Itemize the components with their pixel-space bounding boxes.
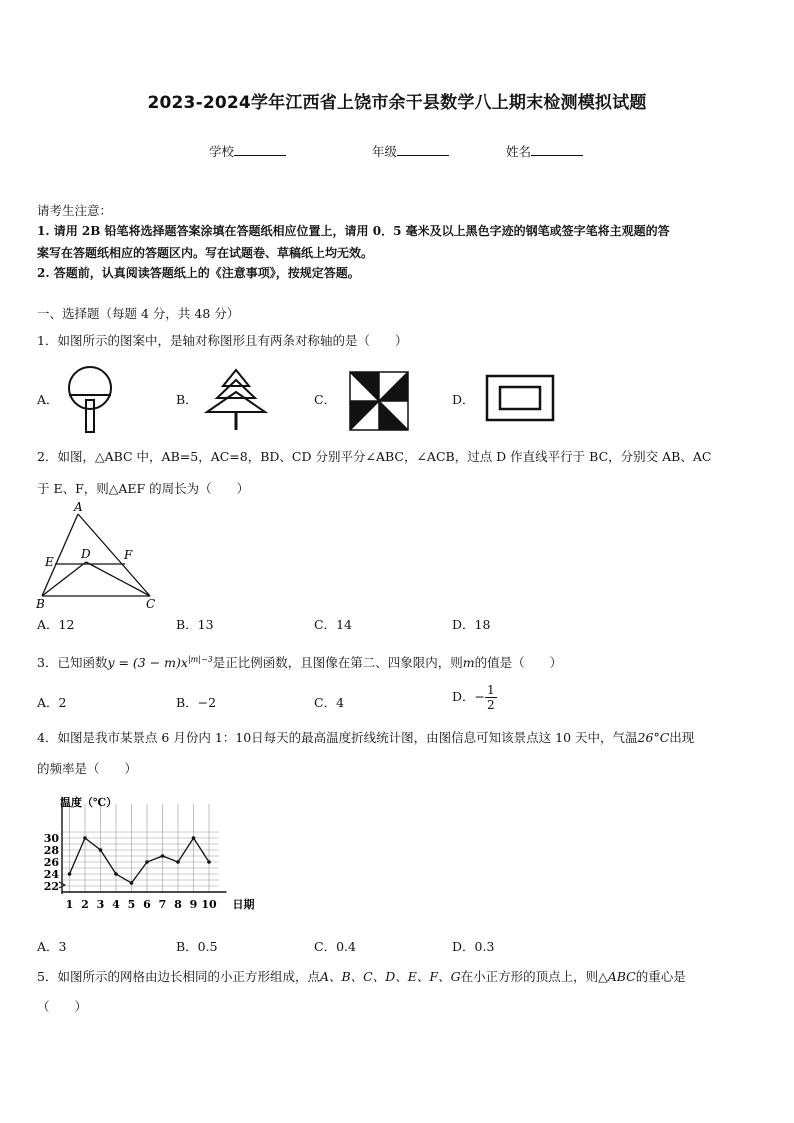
x-tick-label-1: 1 bbox=[65, 898, 74, 911]
data-point-day-10 bbox=[207, 860, 211, 864]
school-blank[interactable] bbox=[234, 143, 286, 156]
q3-stem-suffix: 是正比例函数，且图像在第二、四象限内，则 bbox=[212, 655, 463, 671]
q1-option-d-label: D． bbox=[452, 392, 475, 407]
grade-label: 年级 bbox=[372, 144, 398, 159]
data-point-day-2 bbox=[83, 836, 87, 840]
y-tick-label-28: 28 bbox=[43, 844, 59, 857]
q3-stem-prefix: 3．已知函数 bbox=[37, 655, 108, 671]
q2-triangle-figure bbox=[36, 500, 160, 610]
label-c: C bbox=[146, 597, 156, 610]
q3-option-c: C．4 bbox=[314, 695, 345, 710]
q5-stem-line1 bbox=[37, 968, 686, 986]
school-field[interactable] bbox=[209, 142, 286, 160]
q5-stem-c: 的重心是 bbox=[635, 969, 686, 984]
q5-stem-b: 在小正方形的顶点上，则△ bbox=[460, 969, 608, 984]
notice-item1-line1: 1. 请用 2B 铅笔将选择题答案涂填在答题纸相应位置上，请用 0．5 毫米及以上黑色字迹的钢笔或签字笔将主观题的答 bbox=[37, 224, 670, 238]
label-f: F bbox=[124, 548, 133, 562]
q1-figure-c-icon bbox=[347, 369, 411, 433]
q3-option-a: A．2 bbox=[37, 695, 67, 710]
page-title: 2023-2024学年江西省上饶市余干县数学八上期末检测模拟试题 bbox=[147, 93, 647, 113]
notice-heading: 请考生注意： bbox=[37, 203, 113, 218]
name-field[interactable] bbox=[506, 142, 583, 160]
school-label: 学校 bbox=[209, 144, 235, 159]
name-label: 姓名 bbox=[506, 144, 532, 159]
y-tick-label-26: 26 bbox=[43, 856, 59, 869]
y-tick-label-30: 30 bbox=[43, 832, 59, 845]
segment-cd bbox=[86, 562, 150, 596]
q5-stem-a: 5．如图所示的网格由边长相同的小正方形组成，点 bbox=[37, 969, 320, 984]
data-point-day-8 bbox=[176, 860, 180, 864]
q3-stem-end: 的值是（ ） bbox=[474, 655, 563, 671]
data-point-day-5 bbox=[130, 881, 134, 885]
data-point-day-9 bbox=[192, 836, 196, 840]
q1-figure-d-icon bbox=[485, 374, 555, 422]
q5-stem-line2: （ ） bbox=[37, 999, 88, 1014]
x-tick-label-8: 8 bbox=[174, 898, 182, 911]
q4-temperature-line-chart bbox=[40, 794, 260, 920]
q4-stem-line2: 的频率是（ ） bbox=[37, 761, 138, 776]
y-tick-label-22: 22 bbox=[43, 880, 59, 893]
q4-option-c: C．0.4 bbox=[314, 939, 356, 954]
q4-stem-line1 bbox=[37, 729, 694, 747]
q3-option-d bbox=[452, 683, 497, 712]
section1-heading: 一、选择题（每题 4 分，共 48 分） bbox=[37, 306, 240, 321]
x-tick-label-3: 3 bbox=[96, 898, 105, 911]
q3-option-d-fraction bbox=[485, 683, 497, 712]
q1-stem: 1．如图所示的图案中，是轴对称图形且有两条对称轴的是（ ） bbox=[37, 333, 408, 348]
q4-stem-temp: 26°C bbox=[637, 730, 670, 745]
y-tick-label-24: 24 bbox=[43, 868, 59, 881]
data-point-day-1 bbox=[68, 872, 72, 876]
q2-stem-line2: 于 E、F，则△AEF 的周长为（ ） bbox=[37, 481, 250, 496]
x-tick-label-4: 4 bbox=[112, 898, 120, 911]
q2-option-d: D．18 bbox=[452, 617, 491, 632]
q1-option-b-label: B． bbox=[176, 392, 198, 407]
q1-figure-a-icon bbox=[60, 366, 120, 436]
notice-item1-line2: 案写在答题纸相应的答题区内。写在试题卷、草稿纸上均无效。 bbox=[37, 246, 374, 260]
q5-points: A、B、C、D、E、F、G bbox=[319, 969, 461, 984]
x-tick-label-6: 6 bbox=[143, 898, 151, 911]
q1-option-a-label: A． bbox=[37, 392, 59, 407]
label-b: B bbox=[36, 597, 45, 610]
data-point-day-7 bbox=[161, 854, 165, 858]
name-blank[interactable] bbox=[531, 143, 583, 156]
y-axis-label: 温度（℃） bbox=[60, 796, 118, 809]
q1-option-c-label: C． bbox=[314, 392, 337, 407]
series-line bbox=[70, 838, 210, 883]
x-tick-label-2: 2 bbox=[81, 898, 89, 911]
q4-option-a: A．3 bbox=[37, 939, 67, 954]
notice-item2: 2. 答题前，认真阅读答题纸上的《注意事项》，按规定答题。 bbox=[37, 266, 360, 280]
data-point-day-3 bbox=[99, 848, 103, 852]
q2-stem-line1: 2．如图，△ABC 中，AB=5，AC=8，BD、CD 分别平分∠ABC，∠ACB，过点 D 作直线平行于 BC，分别交 AB、AC bbox=[37, 449, 712, 464]
data-point-day-4 bbox=[114, 872, 118, 876]
q5-triangle: ABC bbox=[607, 969, 636, 984]
q3-var-m: m bbox=[462, 655, 475, 671]
q3-exponent: |m|−3 bbox=[187, 655, 213, 664]
x-tick-label-7: 7 bbox=[158, 898, 167, 911]
q3-formula: y = (3 − m)x bbox=[107, 655, 188, 671]
q2-option-c: C．14 bbox=[314, 617, 352, 632]
x-axis-label: 日期 bbox=[232, 898, 255, 911]
label-e: E bbox=[45, 555, 54, 569]
q3-option-b: B．−2 bbox=[176, 695, 217, 710]
label-d: D bbox=[81, 547, 91, 561]
x-tick-label-9: 9 bbox=[189, 898, 198, 911]
label-a: A bbox=[74, 500, 83, 514]
grade-blank[interactable] bbox=[397, 143, 449, 156]
q3-option-d-prefix: D．− bbox=[452, 689, 485, 704]
q4-option-d: D．0.3 bbox=[452, 939, 495, 954]
x-tick-label-10: 10 bbox=[201, 898, 217, 911]
q1-figure-b-icon bbox=[203, 368, 269, 434]
x-tick-label-5: 5 bbox=[127, 898, 136, 911]
data-point-day-6 bbox=[145, 860, 149, 864]
q2-option-b: B．13 bbox=[176, 617, 214, 632]
q4-stem-line1-a: 4．如图是我市某景点 6 月份内 1：10日每天的最高温度折线统计图，由图信息可知该景点这 10 天中，气温 bbox=[37, 730, 638, 745]
q4-option-b: B．0.5 bbox=[176, 939, 218, 954]
q2-option-a: A．12 bbox=[37, 617, 75, 632]
q3-stem bbox=[37, 651, 562, 672]
q3-option-d-numerator: 1 bbox=[487, 683, 495, 697]
q4-stem-line1-b: 出现 bbox=[669, 730, 695, 745]
q3-option-d-denominator: 2 bbox=[487, 698, 495, 712]
grade-field[interactable] bbox=[372, 142, 449, 160]
